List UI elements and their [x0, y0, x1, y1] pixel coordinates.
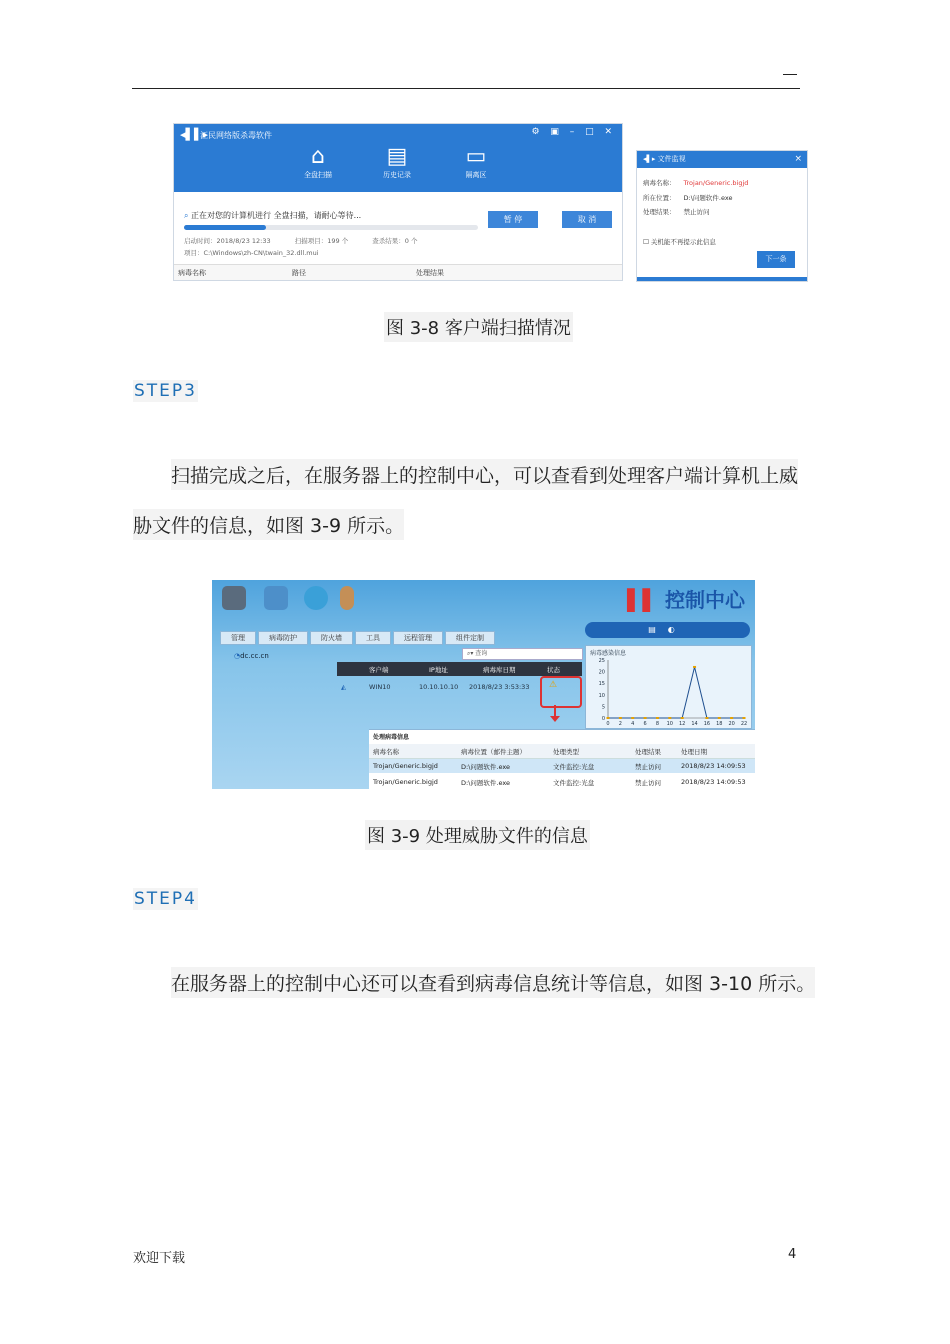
- x-tick-label: 22: [740, 721, 748, 727]
- jiangmin-logo-icon: ▌▌: [627, 588, 659, 612]
- scan-progress-bar: [184, 225, 478, 230]
- data-point: [681, 717, 684, 719]
- data-point: [705, 717, 708, 719]
- info-table-row[interactable]: Trojan/Generic.bigjd D:\问题软件.exe 文件监控:光盘 禁止访问 2018/8/23 14:09:53: [369, 759, 755, 773]
- x-tick-label: 12: [678, 721, 686, 727]
- info-table-row[interactable]: Trojan/Generic.bigjd D:\问题软件.exe 文件监控:光盘 禁止访问 2018/8/23 14:09:53: [373, 778, 746, 787]
- x-tick-label: 18: [716, 721, 723, 727]
- status-highlight-box: [540, 676, 582, 708]
- data-point: [718, 717, 721, 719]
- data-point: [656, 717, 659, 719]
- pause-button[interactable]: 暂 停: [488, 211, 538, 228]
- dialog-titlebar: ◂▌▸ 文件监视 ×: [637, 151, 807, 168]
- y-tick-label: 5: [601, 704, 605, 711]
- domain-icon: ◔: [234, 652, 241, 660]
- data-point: [631, 717, 634, 719]
- menu-virus-protection[interactable]: 病毒防护: [258, 631, 308, 645]
- menu-firewall[interactable]: 防火墙: [310, 631, 353, 645]
- x-tick-label: 20: [728, 721, 735, 727]
- menu-components[interactable]: 组件定制: [445, 631, 495, 645]
- caption-3-9: 图 3-9 处理威胁文件的信息: [365, 820, 590, 850]
- main-menu: [220, 625, 497, 642]
- y-tick-label: 0: [601, 716, 605, 722]
- result-table-header: 病毒名称 路径 处理结果: [174, 264, 622, 281]
- data-point: [668, 717, 671, 719]
- menu-remote[interactable]: 远程管理: [393, 631, 443, 645]
- nav-quarantine[interactable]: ▭ 隔离区: [453, 144, 499, 180]
- nav-full-scan[interactable]: ⌂ 全盘扫描: [295, 144, 341, 180]
- jiangmin-logo-icon: ◂▌▌▸: [180, 128, 208, 141]
- figure-3-8-client-scan: [173, 123, 623, 281]
- chart-title: 病毒感染信息: [590, 650, 627, 657]
- client-grid-header: 客户端 IP地址 病毒库日期 状态: [337, 662, 582, 676]
- window-controls[interactable]: ⚙ ▣ – □ ✕: [531, 127, 616, 137]
- scan-progress-fill: [184, 225, 266, 230]
- cancel-button[interactable]: 取 消: [562, 211, 612, 228]
- caption-3-8: 图 3-8 客户端扫描情况: [384, 312, 573, 342]
- annotation-arrow-head: [550, 716, 560, 722]
- x-tick-label: 14: [691, 721, 698, 727]
- location-row: 所在位置： D:\问题软件.exe: [643, 194, 733, 202]
- data-point: [693, 666, 696, 668]
- refresh-icon[interactable]: ◐: [667, 625, 687, 634]
- info-table-header: 病毒名称 病毒位置（邮件主题） 处理类型 处理结果 处理日期: [369, 744, 755, 759]
- nav-history[interactable]: ▤ 历史记录: [374, 144, 420, 180]
- data-point: [607, 717, 610, 719]
- current-item: 项目：C:\Windows\zh-CN\twain_32.dll.mui: [184, 249, 319, 257]
- header-mark: [783, 74, 797, 75]
- document-icon[interactable]: ▤: [648, 625, 668, 634]
- data-point: [730, 717, 733, 719]
- header-rule: [132, 88, 800, 89]
- globe-icon[interactable]: [304, 586, 328, 610]
- data-point: [743, 717, 746, 719]
- paragraph-1-line-1: 扫描完成之后，在服务器上的控制中心，可以查看到处理客户端计算机上威: [171, 459, 798, 490]
- search-icon: ⌕▾: [467, 650, 476, 657]
- checkbox-icon: ☐: [643, 238, 649, 246]
- scan-status: ⌕ 正在对您的计算机进行 全盘扫描，请耐心等待...: [184, 211, 362, 220]
- infection-chart: [586, 646, 751, 728]
- file-monitor-dialog: [636, 150, 808, 282]
- step4-heading: STEP4: [134, 889, 197, 909]
- x-tick-label: 6: [643, 721, 647, 727]
- x-tick-label: 16: [703, 721, 711, 727]
- x-tick-label: 8: [655, 721, 660, 727]
- y-tick-label: 25: [598, 658, 605, 664]
- client-search-input[interactable]: ⌕▾ 查询: [462, 648, 583, 660]
- control-center-brand: ▌▌ 控制中心: [627, 588, 745, 612]
- user-icon[interactable]: [340, 586, 354, 610]
- jiangmin-logo-icon: ◂▌▸: [643, 155, 658, 163]
- domain-tree-root[interactable]: ◔dc.cc.cn: [234, 652, 269, 660]
- virus-name-row: 病毒名称： Trojan/Generic.bigjd: [643, 179, 749, 187]
- close-icon[interactable]: ×: [794, 154, 802, 164]
- x-tick-label: 4: [631, 721, 635, 727]
- computer-icon[interactable]: [222, 586, 246, 610]
- x-tick-label: 10: [666, 721, 674, 727]
- home-icon: ⌂: [311, 144, 325, 169]
- history-icon: ▤: [386, 144, 408, 169]
- infection-series-line: [608, 667, 744, 718]
- view-toggle[interactable]: [585, 622, 750, 638]
- scan-stats: 启动时间：2018/8/23 12:33 扫描项目：199 个 查杀结果：0 个: [184, 237, 418, 245]
- figure-3-9-control-center: [212, 580, 755, 789]
- network-icon[interactable]: [264, 586, 288, 610]
- next-button[interactable]: 下一条: [757, 251, 795, 268]
- page-number: 4: [788, 1247, 797, 1262]
- client-grid-row[interactable]: ◭ WIN10 10.10.10.10 2018/8/23 3:53:33 ⚠: [341, 680, 558, 691]
- x-tick-label: 2: [618, 721, 622, 727]
- menu-manage[interactable]: 管理: [220, 631, 256, 645]
- footer-note: 欢迎下载: [133, 1251, 186, 1266]
- result-row: 处理结果： 禁止访问: [643, 208, 710, 216]
- data-point: [619, 717, 622, 719]
- y-tick-label: 10: [598, 692, 605, 699]
- folder-icon: ▭: [465, 144, 487, 169]
- app-title: 江民网络版杀毒软件: [200, 131, 272, 140]
- y-tick-label: 15: [598, 681, 605, 688]
- dialog-bottom-bar: [637, 277, 807, 281]
- info-title: 处理病毒信息: [373, 734, 410, 741]
- app-titlebar: [174, 124, 622, 192]
- data-point: [644, 717, 647, 719]
- y-tick-label: 20: [598, 669, 605, 676]
- virus-handling-info-panel: [369, 729, 755, 789]
- alert-status-icon[interactable]: ⚠: [549, 680, 558, 690]
- windows-icon: ◭: [341, 683, 346, 691]
- dont-remind-checkbox[interactable]: ☐ 关机能不再提示此信息: [643, 238, 716, 246]
- search-icon: ⌕: [184, 211, 189, 220]
- x-tick-label: 0: [606, 721, 610, 727]
- paragraph-1-line-2: 胁文件的信息，如图 3-9 所示。: [133, 509, 404, 540]
- infection-chart-panel: [585, 645, 752, 729]
- paragraph-2: 在服务器上的控制中心还可以查看到病毒信息统计等信息，如图 3-10 所示。: [171, 967, 815, 998]
- menu-tools[interactable]: 工具: [355, 631, 391, 645]
- step3-heading: STEP3: [134, 381, 197, 401]
